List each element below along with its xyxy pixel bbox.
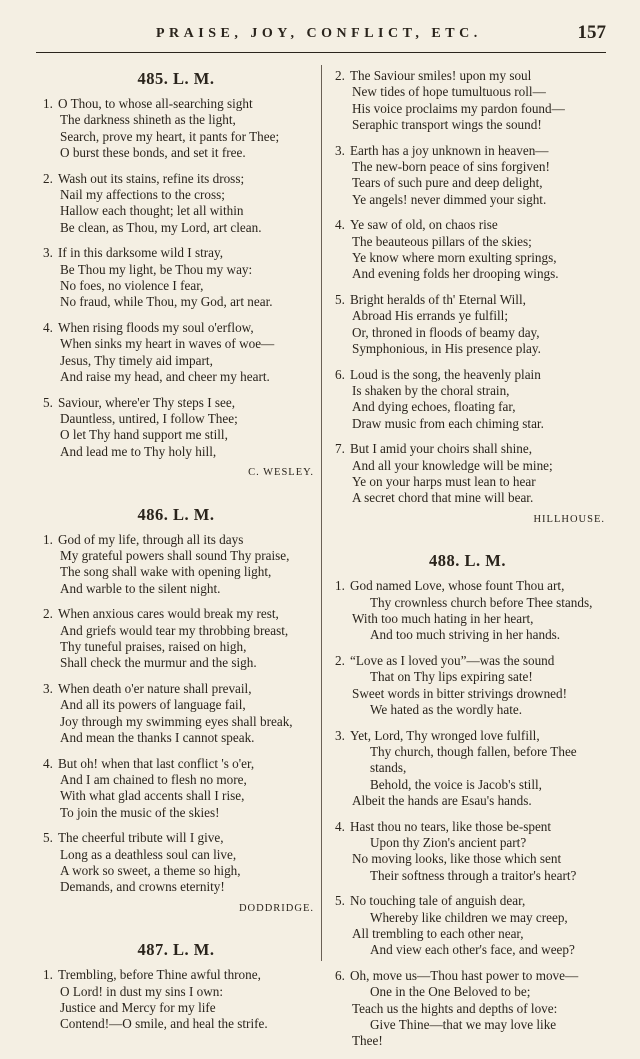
verse-line [330, 627, 605, 643]
verse-line [330, 669, 605, 685]
verse-line [38, 847, 314, 863]
verse-line [38, 395, 314, 411]
stanza [330, 819, 605, 884]
verse-text: Thee! [352, 1033, 383, 1049]
hymn-487-author: HILLHOUSE. [533, 514, 605, 526]
verse-text: Contend!—O smile, and heal the strife. [60, 1016, 268, 1032]
stanza-number: 2. [43, 170, 53, 186]
verse-text: No moving looks, like those which sent [352, 851, 562, 867]
verse-line [330, 383, 605, 399]
verse-line [330, 367, 605, 383]
verse-text: Earth has a joy unknown in heaven— [350, 142, 549, 158]
stanza-number: 6. [335, 968, 345, 984]
stanza-number: 1. [43, 531, 53, 547]
verse-text: Draw music from each chiming star. [352, 415, 544, 431]
column-divider [321, 65, 322, 961]
verse-line [38, 336, 314, 352]
verse-line [38, 278, 314, 294]
stanza [330, 292, 605, 357]
stanza [330, 367, 605, 432]
hymn-486-title: 486. L. M. [137, 504, 215, 524]
verse-text: When sinks my heart in waves of woe— [60, 336, 275, 352]
verse-text: And all its powers of language fail, [60, 697, 246, 713]
hymn-485-title: 485. L. M. [137, 69, 215, 88]
verse-line [330, 760, 605, 776]
verse-line [330, 441, 605, 457]
verse-text: Joy through my swimming eyes shall break, [60, 713, 293, 729]
verse-text: Symphonious, in His presence play. [352, 340, 541, 356]
verse-text: No foes, no violence I fear, [60, 277, 204, 293]
stanza-number: 3. [335, 727, 345, 743]
verse-line [330, 578, 605, 594]
verse-text: And warble to the silent night. [60, 580, 221, 596]
verse-line [38, 262, 314, 278]
stanza [38, 395, 314, 460]
stanza [330, 578, 605, 643]
verse-text: That on Thy lips expiring sate! [370, 669, 533, 685]
hymn-486-author: DODDRIDGE. [238, 903, 314, 915]
verse-text: The cheerful tribute will I give, [58, 830, 224, 846]
stanza-number: 6. [335, 366, 345, 382]
hymn-487-continued [330, 68, 605, 507]
hymn-487-title: 487. L. M. [137, 940, 215, 960]
verse-text: Jesus, Thy timely aid impart, [60, 352, 213, 368]
verse-line [330, 893, 605, 909]
verse-line [330, 819, 605, 835]
verse-text: The darkness shineth as the light, [60, 112, 236, 128]
verse-line [38, 145, 314, 161]
verse-line [330, 942, 605, 958]
verse-line [330, 159, 605, 175]
stanza [38, 532, 314, 597]
verse-line [330, 84, 605, 100]
stanza-number: 3. [43, 245, 53, 261]
verse-text: Thy crownless church before Thee stands, [370, 594, 593, 610]
verse-line [38, 639, 314, 655]
verse-text: stands, [370, 760, 407, 776]
verse-text: Or, throned in floods of beamy day, [352, 324, 540, 340]
verse-line [38, 112, 314, 128]
stanza-number: 1. [43, 967, 53, 983]
verse-line [330, 595, 605, 611]
verse-line [38, 220, 314, 236]
stanza-number: 5. [43, 830, 53, 846]
verse-line [38, 863, 314, 879]
verse-line [38, 756, 314, 772]
verse-text: Their softness through a traitor's heart? [370, 867, 577, 883]
verse-line [38, 879, 314, 895]
hymn-487-body [38, 967, 314, 1032]
verse-line [38, 171, 314, 187]
verse-text: Seraphic transport wings the sound! [352, 116, 542, 132]
stanza [38, 245, 314, 310]
stanza-number: 7. [335, 441, 345, 457]
verse-text: Albeit the hands are Esau's hands. [352, 792, 532, 808]
verse-text: Be clean, as Thou, my Lord, art clean. [60, 219, 262, 235]
verse-line [330, 744, 605, 760]
verse-text: A work so sweet, a theme so high, [60, 863, 241, 879]
verse-line [330, 611, 605, 627]
hymn-488-body [330, 578, 605, 1049]
verse-line [330, 868, 605, 884]
verse-text: Whereby like children we may creep, [370, 909, 568, 925]
verse-text: Abroad His errands ye fulfill; [352, 308, 509, 324]
verse-line [330, 851, 605, 867]
verse-text: The song shall wake with opening light, [60, 564, 272, 580]
stanza [38, 96, 314, 161]
verse-text: Long as a deathless soul can live, [60, 846, 237, 862]
verse-line [330, 728, 605, 744]
verse-line [330, 793, 605, 809]
verse-text: And raise my head, and cheer my heart. [60, 368, 270, 384]
verse-text: Teach us the hights and depths of love: [352, 1000, 558, 1016]
verse-line [330, 234, 605, 250]
verse-text: Ye on your harps must lean to hear [352, 474, 536, 490]
verse-text: And lead me to Thy holy hill, [60, 443, 217, 459]
verse-line [330, 292, 605, 308]
verse-line [38, 1016, 314, 1032]
verse-text: No touching tale of anguish dear, [350, 893, 526, 909]
verse-line [330, 968, 605, 984]
stanza [330, 217, 605, 282]
verse-line [330, 1001, 605, 1017]
verse-text: A secret chord that mine will bear. [352, 490, 534, 506]
verse-line [330, 175, 605, 191]
verse-text: But I amid your choirs shall shine, [350, 441, 533, 457]
verse-text: Demands, and crowns eternity! [60, 879, 225, 895]
verse-line [330, 1033, 605, 1049]
verse-line [38, 532, 314, 548]
verse-text: Hast thou no tears, like those be-spent [350, 818, 552, 834]
verse-text: And griefs would tear my throbbing breast, [60, 622, 289, 638]
verse-line [330, 308, 605, 324]
verse-line [38, 788, 314, 804]
stanza-number: 2. [335, 68, 345, 83]
verse-text: O Thou, to whose all-searching sight [58, 96, 253, 111]
hymn-488-title: 488. L. M. [429, 551, 506, 571]
verse-text: Saviour, where'er Thy steps I see, [58, 394, 236, 410]
verse-text: New tides of hope tumultuous roll— [352, 84, 546, 100]
verse-text: Trembling, before Thine awful throne, [58, 967, 261, 983]
verse-text: When anxious cares would break my rest, [58, 606, 279, 622]
stanza-number: 5. [43, 394, 53, 410]
stanza [330, 68, 605, 133]
verse-line [38, 772, 314, 788]
verse-text: O let Thy hand support me still, [60, 427, 228, 443]
verse-text: With too much hating in her heart, [352, 611, 534, 627]
stanza-number: 3. [43, 681, 53, 697]
verse-text: Thy tuneful praises, raised on high, [60, 639, 247, 655]
verse-line [330, 1017, 605, 1033]
verse-text: If in this darksome wild I stray, [58, 245, 224, 261]
verse-text: Hallow each thought; let all within [60, 203, 244, 219]
verse-text: His voice proclaims my pardon found— [352, 100, 565, 116]
verse-text: God of my life, through all its days [58, 531, 244, 547]
verse-text: All trembling to each other near, [352, 926, 524, 942]
stanza-number: 4. [43, 755, 53, 771]
verse-line [38, 714, 314, 730]
verse-line [38, 245, 314, 261]
verse-text: Tears of such pure and deep delight, [352, 175, 543, 191]
stanza [38, 830, 314, 895]
verse-text: And all your knowledge will be mine; [352, 457, 553, 473]
verse-line [38, 606, 314, 622]
verse-line [330, 68, 605, 84]
stanza-number: 5. [335, 292, 345, 308]
running-title: PRAISE, JOY, CONFLICT, ETC. [156, 26, 482, 41]
verse-text: Sweet words in bitter strivings drowned! [352, 685, 567, 701]
verse-text: Upon thy Zion's ancient part? [370, 835, 527, 851]
stanza [38, 320, 314, 385]
verse-line [38, 564, 314, 580]
verse-line [38, 96, 314, 112]
verse-line [38, 967, 314, 983]
verse-text: With what glad accents shall I rise, [60, 788, 245, 804]
verse-line [330, 835, 605, 851]
verse-text: God named Love, whose fount Thou art, [350, 578, 565, 594]
stanza-number: 5. [335, 893, 345, 909]
verse-line [330, 702, 605, 718]
verse-text: “Love as I loved you”—was the sound [350, 653, 555, 669]
verse-line [38, 581, 314, 597]
verse-line [330, 926, 605, 942]
verse-text: Ye angels! never dimmed your sight. [352, 191, 547, 207]
verse-text: Oh, move us—Thou hast power to move— [350, 968, 579, 984]
verse-line [38, 623, 314, 639]
verse-text: Wash out its stains, refine its dross; [58, 170, 245, 186]
verse-line [330, 984, 605, 1000]
verse-text: And dying echoes, floating far, [352, 399, 516, 415]
hymn-485-author: C. WESLEY. [248, 467, 314, 479]
verse-line [330, 474, 605, 490]
verse-line [330, 217, 605, 233]
stanza-number: 1. [335, 578, 345, 594]
verse-line [38, 548, 314, 564]
verse-text: When rising floods my soul o'erflow, [58, 320, 254, 336]
verse-line [330, 399, 605, 415]
verse-text: No fraud, while Thou, my God, art near. [60, 294, 273, 310]
verse-text: And too much striving in her hands. [370, 627, 561, 643]
stanza-number: 3. [335, 142, 345, 158]
verse-line [38, 369, 314, 385]
verse-text: The beauteous pillars of the skies; [352, 233, 532, 249]
right-column [330, 60, 605, 1059]
verse-line [330, 686, 605, 702]
stanza-number: 2. [43, 606, 53, 622]
verse-line [38, 730, 314, 746]
verse-line [330, 341, 605, 357]
verse-line [330, 325, 605, 341]
verse-text: One in the One Beloved to be; [370, 984, 531, 1000]
left-column [38, 60, 314, 1042]
verse-text: Justice and Mercy for my life [60, 1000, 216, 1016]
verse-text: To join the music of the skies! [60, 804, 220, 820]
verse-line [38, 444, 314, 460]
verse-text: Behold, the voice is Jacob's still, [370, 776, 542, 792]
verse-text: Is shaken by the choral strain, [352, 383, 510, 399]
verse-text: Ye saw of old, on chaos rise [350, 217, 498, 233]
verse-line [330, 653, 605, 669]
verse-line [38, 830, 314, 846]
verse-text: Nail my affections to the cross; [60, 186, 225, 202]
verse-text: But oh! when that last conflict 's o'er, [58, 755, 255, 771]
verse-line [38, 984, 314, 1000]
stanza [330, 143, 605, 208]
verse-line [330, 266, 605, 282]
verse-line [38, 353, 314, 369]
stanza [330, 653, 605, 718]
stanza-number: 4. [335, 217, 345, 233]
verse-line [38, 655, 314, 671]
verse-line [38, 187, 314, 203]
verse-text: We hated as the wordly hate. [370, 702, 523, 717]
verse-line [38, 203, 314, 219]
stanza [38, 171, 314, 236]
verse-line [38, 320, 314, 336]
verse-text: My grateful powers shall sound Thy praise, [60, 548, 290, 564]
verse-line [38, 697, 314, 713]
stanza [330, 728, 605, 809]
verse-text: And I am chained to flesh no more, [60, 772, 247, 788]
verse-line [330, 101, 605, 117]
verse-line [330, 192, 605, 208]
verse-line [38, 427, 314, 443]
verse-line [38, 411, 314, 427]
stanza [330, 968, 605, 1049]
verse-line [330, 458, 605, 474]
verse-text: O burst these bonds, and set it free. [60, 144, 246, 160]
verse-line [330, 416, 605, 432]
verse-line [38, 1000, 314, 1016]
verse-line [330, 490, 605, 506]
stanza-number: 4. [335, 818, 345, 834]
verse-line [38, 805, 314, 821]
verse-text: Shall check the murmur and the sigh. [60, 655, 257, 671]
stanza-number: 1. [43, 96, 53, 111]
stanza [38, 681, 314, 746]
stanza [38, 967, 314, 1032]
verse-line [38, 129, 314, 145]
verse-text: Ye know where morn exulting springs, [352, 249, 557, 265]
verse-text: Yet, Lord, Thy wronged love fulfill, [350, 727, 540, 743]
header-rule [36, 52, 606, 53]
page-header [36, 22, 606, 52]
verse-text: And evening folds her drooping wings. [352, 266, 559, 282]
verse-text: Be Thou my light, be Thou my way: [60, 261, 253, 277]
verse-line [38, 294, 314, 310]
page-number: 157 [577, 22, 606, 43]
verse-text: Search, prove my heart, it pants for Thee; [60, 128, 280, 144]
verse-text: Bright heralds of th' Eternal Will, [350, 292, 526, 308]
verse-line [330, 250, 605, 266]
verse-text: The new-born peace of sins forgiven! [352, 158, 550, 174]
verse-line [330, 143, 605, 159]
verse-line [330, 777, 605, 793]
verse-text: Dauntless, untired, I follow Thee; [60, 411, 238, 427]
stanza [38, 606, 314, 671]
stanza-number: 2. [335, 653, 345, 669]
stanza [38, 756, 314, 821]
verse-text: Give Thine—that we may love like [370, 1017, 557, 1033]
stanza-number: 4. [43, 320, 53, 336]
verse-text: And mean the thanks I cannot speak. [60, 730, 255, 745]
verse-line [330, 910, 605, 926]
hymn-485-body [38, 96, 314, 460]
verse-text: And view each other's face, and weep? [370, 942, 575, 958]
verse-text: When death o'er nature shall prevail, [58, 681, 252, 697]
verse-line [330, 117, 605, 133]
verse-text: Loud is the song, the heavenly plain [350, 366, 541, 382]
hymn-486-body [38, 532, 314, 896]
stanza [330, 441, 605, 506]
stanza [330, 893, 605, 958]
verse-text: O Lord! in dust my sins I own: [60, 983, 224, 999]
verse-text: Thy church, though fallen, before Thee [370, 744, 577, 760]
verse-text: The Saviour smiles! upon my soul [350, 68, 532, 83]
verse-line [38, 681, 314, 697]
